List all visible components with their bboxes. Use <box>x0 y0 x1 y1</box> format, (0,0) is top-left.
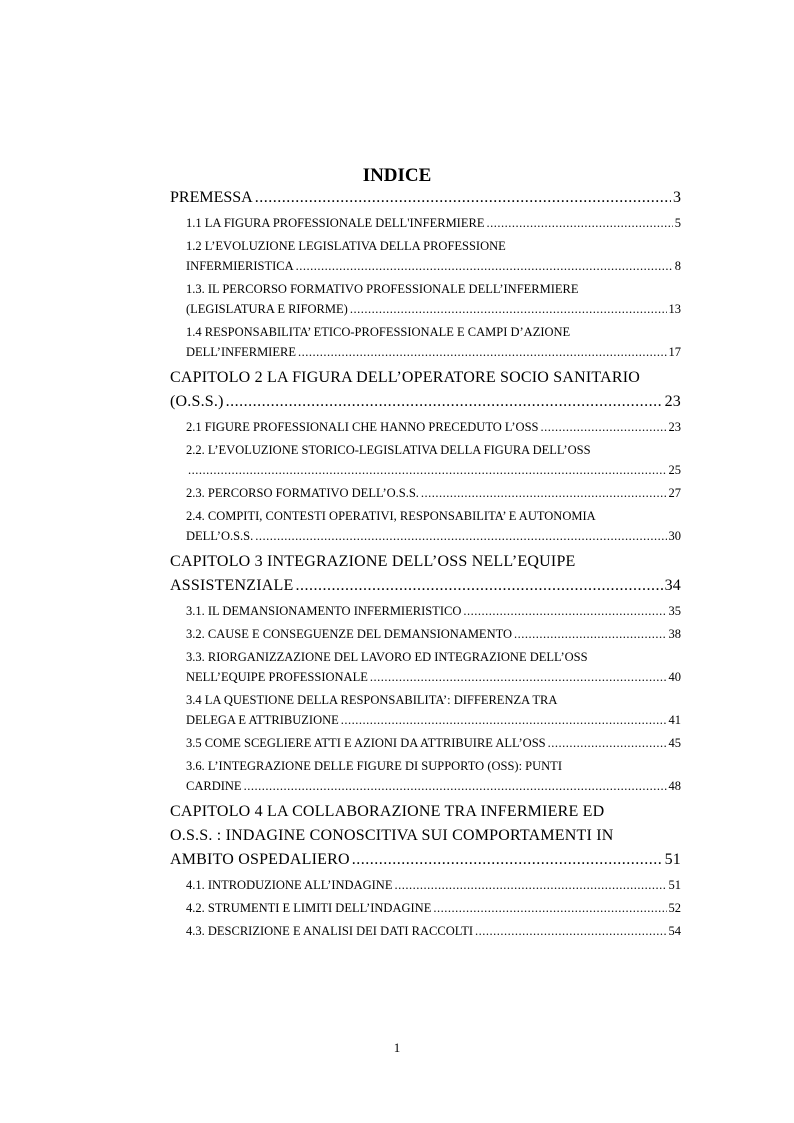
dot-leader <box>486 213 672 233</box>
dot-leader <box>370 667 667 687</box>
toc-entry-title-line: 3.4 LA QUESTIONE DELLA RESPONSABILITA’: DIFFERENZA TRA <box>186 693 558 707</box>
toc-entry-title-line: CAPITOLO 3 INTEGRAZIONE DELL’OSS NELL’EQUIPE <box>170 553 576 570</box>
toc-entry[interactable] <box>170 601 681 621</box>
toc-entry-title-line: O.S.S. : INDAGINE CONOSCITIVA SUI COMPORTAMENTI IN <box>170 827 614 844</box>
dot-leader <box>463 601 666 621</box>
toc-entry[interactable] <box>170 898 681 918</box>
toc-entry[interactable] <box>170 322 681 362</box>
toc-entry-page: 52 <box>668 901 681 915</box>
toc-entry-title-line: DELL’O.S.S. <box>186 529 254 543</box>
toc-entry-page: 35 <box>668 604 681 618</box>
toc-entry-title-line: 2.3. PERCORSO FORMATIVO DELL’O.S.S. <box>186 486 419 500</box>
toc-entry[interactable] <box>170 800 681 872</box>
toc-entry-page: 5 <box>674 216 681 230</box>
toc-entry[interactable] <box>170 506 681 546</box>
toc-entry-page: 8 <box>674 259 681 273</box>
toc-entry-page: 30 <box>668 529 681 543</box>
toc-entry-page: 40 <box>668 670 681 684</box>
dot-leader <box>433 898 666 918</box>
dot-leader <box>295 574 662 598</box>
toc-entry-title-line: DELL’INFERMIERE <box>186 345 296 359</box>
dot-leader <box>514 624 666 644</box>
dot-leader <box>298 342 667 362</box>
toc-entry[interactable] <box>170 279 681 319</box>
toc-entry[interactable] <box>170 366 681 414</box>
toc-entry-title-line: 3.2. CAUSE E CONSEGUENZE DEL DEMANSIONAMENTO <box>186 627 513 641</box>
toc-entry[interactable] <box>170 921 681 941</box>
dot-leader <box>226 390 663 414</box>
dot-leader <box>350 299 667 319</box>
toc-entry[interactable] <box>170 875 681 895</box>
toc-entry-page: 38 <box>668 627 681 641</box>
toc-entry[interactable] <box>170 756 681 796</box>
toc-entry[interactable] <box>170 624 681 644</box>
page-title: INDICE <box>362 165 432 186</box>
dot-leader <box>421 483 667 503</box>
dot-leader <box>352 848 663 872</box>
dot-leader <box>296 256 673 276</box>
toc-entry-page: 54 <box>668 924 681 938</box>
toc-entry-title-line: 1.1 LA FIGURA PROFESSIONALE DELL'INFERMIERE <box>186 216 485 230</box>
page-number: 1 <box>393 1040 401 1055</box>
toc-entry-page: 45 <box>668 736 681 750</box>
toc-entry-title-line: DELEGA E ATTRIBUZIONE <box>186 713 339 727</box>
toc-entry-title-line: (O.S.S.) <box>170 393 224 410</box>
toc-entry[interactable] <box>170 417 681 437</box>
dot-leader <box>341 710 667 730</box>
dot-leader <box>475 921 666 941</box>
toc-entry-title-line: CAPITOLO 4 LA COLLABORAZIONE TRA INFERMIERE ED <box>170 803 605 820</box>
toc-entry-title-line: AMBITO OSPEDALIERO <box>170 851 350 868</box>
toc-entry-title-line: 1.4 RESPONSABILITA’ ETICO-PROFESSIONALE E CAMPI D’AZIONE <box>186 325 571 339</box>
toc-entry-page: 51 <box>668 878 681 892</box>
toc-entry[interactable] <box>170 440 681 480</box>
toc-entry-page: 23 <box>668 420 681 434</box>
dot-leader <box>244 776 667 796</box>
toc-entry-page: 48 <box>668 779 681 793</box>
toc-entry-title-line: CARDINE <box>186 779 242 793</box>
toc-entry[interactable] <box>170 690 681 730</box>
toc-entry-title-line: PREMESSA <box>170 189 253 206</box>
dot-leader <box>255 526 666 546</box>
toc-entry-title-line: 4.3. DESCRIZIONE E ANALISI DEI DATI RACCOLTI <box>186 924 474 938</box>
toc-entry-title-line: 3.5 COME SCEGLIERE ATTI E AZIONI DA ATTRIBUIRE ALL’OSS <box>186 736 546 750</box>
toc-entry[interactable] <box>170 483 681 503</box>
toc-entry-title-line: NELL’EQUIPE PROFESSIONALE <box>186 670 368 684</box>
toc-entry-page: 23 <box>664 393 681 410</box>
toc-entry-title-line: 4.2. STRUMENTI E LIMITI DELL’INDAGINE <box>186 901 432 915</box>
dot-leader <box>188 460 667 480</box>
toc-entry-page: 27 <box>668 486 681 500</box>
toc-entry[interactable] <box>170 647 681 687</box>
toc-entry-page: 34 <box>664 577 681 594</box>
dot-leader <box>394 875 666 895</box>
toc-entry-title-line: 1.3. IL PERCORSO FORMATIVO PROFESSIONALE DELL’INFERMIERE <box>186 282 579 296</box>
toc-entry-page: 13 <box>668 302 681 316</box>
toc-entry[interactable] <box>170 186 681 210</box>
toc-entry-title-line: 4.1. INTRODUZIONE ALL’INDAGINE <box>186 878 393 892</box>
toc-entry-title-line: 3.6. L’INTEGRAZIONE DELLE FIGURE DI SUPPORTO (OSS): PUNTI <box>186 759 562 773</box>
toc-entry-page: 41 <box>668 713 681 727</box>
toc-entry-title-line: 1.2 L’EVOLUZIONE LEGISLATIVA DELLA PROFESSIONE <box>186 239 506 253</box>
toc-entry-page: 3 <box>673 189 681 206</box>
toc-entry-title-line: ASSISTENZIALE <box>170 577 294 594</box>
toc-entry[interactable] <box>170 733 681 753</box>
dot-leader <box>255 186 671 210</box>
dot-leader <box>548 733 667 753</box>
toc-entry-page: 17 <box>668 345 681 359</box>
toc-entry-title-line: 2.2. L’EVOLUZIONE STORICO-LEGISLATIVA DELLA FIGURA DELL’OSS <box>186 443 591 457</box>
toc-entry-title-line: 3.1. IL DEMANSIONAMENTO INFERMIERISTICO <box>186 604 462 618</box>
toc-entry-title-line: CAPITOLO 2 LA FIGURA DELL’OPERATORE SOCIO SANITARIO <box>170 369 640 386</box>
toc-entry-page: 51 <box>664 851 681 868</box>
toc-entry[interactable] <box>170 550 681 598</box>
dot-leader <box>540 417 666 437</box>
toc-entry[interactable] <box>170 236 681 276</box>
toc-entry-title-line: 2.4. COMPITI, CONTESTI OPERATIVI, RESPONSABILITA’ E AUTONOMIA <box>186 509 596 523</box>
toc-entry-title-line: 3.3. RIORGANIZZAZIONE DEL LAVORO ED INTEGRAZIONE DELL’OSS <box>186 650 588 664</box>
toc-entry-title-line: 2.1 FIGURE PROFESSIONALI CHE HANNO PRECEDUTO L’OSS <box>186 420 539 434</box>
toc-entry-page: 25 <box>668 463 681 477</box>
toc-entry-title-line: INFERMIERISTICA <box>186 259 294 273</box>
toc-entry-title-line: (LEGISLATURA E RIFORME) <box>186 302 348 316</box>
table-of-contents <box>170 186 681 941</box>
toc-entry[interactable] <box>170 213 681 233</box>
